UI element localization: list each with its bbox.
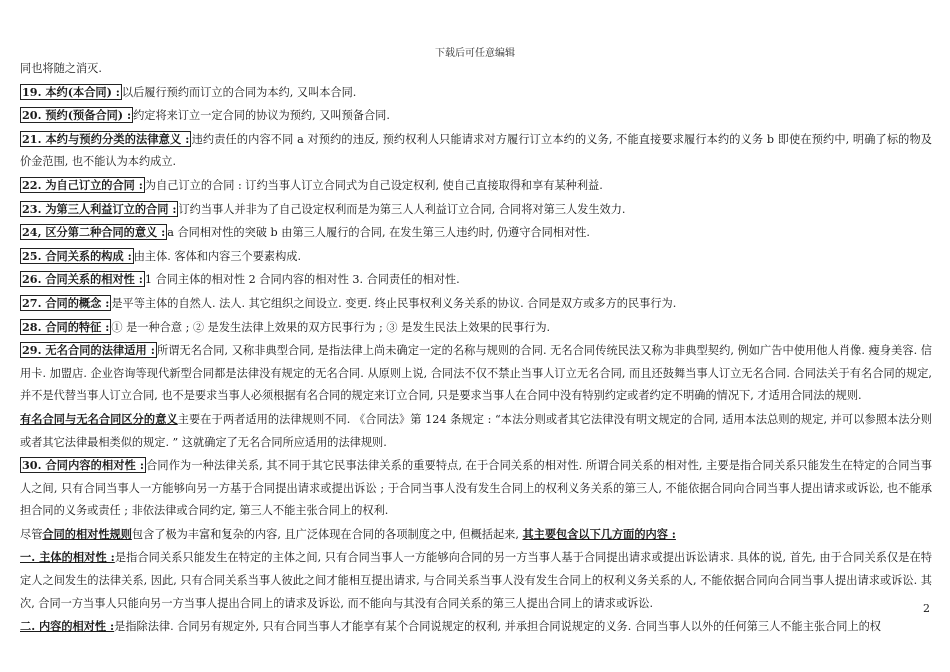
paragraph-text: 以后履行预约而订立的合同为本约, 又叫本合同. [121,85,357,99]
paragraph-text: 由主体. 客体和内容三个要素构成. [133,249,301,263]
document-body [20,58,932,639]
paragraph-text: 1 合同主体的相对性 2 合同内容的相对性 3. 合同责任的相对性. [144,273,460,287]
paragraph-19 [20,81,932,105]
paragraph-text: a 合同相对性的突破 b 由第三人履行的合同, 在发生第三人违约时, 仍遵守合同相对性. [167,226,590,240]
term-heading: 25. 合同关系的构成 : [22,248,132,263]
term-heading: 21. 本约与预约分类的法律意义 : [22,131,190,146]
paragraph-26 [20,268,932,292]
paragraph-text: 是平等主体的自然人. 法人. 其它组织之间设立. 变更. 终止民事权利义务关系的协议. 合同是双方或多方的民事行为. [111,296,677,310]
term-heading: 28. 合同的特征 : [22,319,110,334]
paragraph-text: 合同作为一种法律关系, 其不同于其它民事法律关系的重要特点, 在于合同关系的相对性. 所谓合同关系的相对性, 主要是指合同关系只能发生在特定的合同当事人之间, 只有合同当事人一方能够向另一方基于合同提出请求或提出诉讼 ; 于合同当事人没有发生合同上的权利义务关系的第三人, 不能依据合同向合同当事人提出请求或诉讼, 也不能承担合同的义务或责任 ; 非依法律或合同约定, 第三人不能主张合同上的权利. [20,459,932,518]
paragraph-named-contracts [20,408,932,454]
paragraph-20 [20,104,932,128]
underlined-heading: 一. 主体的相对性 : [20,550,115,565]
paragraph-23 [20,198,932,222]
paragraph-24 [20,221,932,245]
paragraph-22 [20,174,932,198]
paragraph-25 [20,245,932,269]
term-heading: 22. 为自己订立的合同 : [22,177,143,192]
paragraph-text: 是指合同关系只能发生在特定的主体之间, 只有合同当事人一方能够向合同的另一方当事人基于合同提出请求或提出诉讼请求. 具体的说, 首先, 由于合同关系仅是在特定人之间发生的法律关系, 因此, 只有合同关系当事人彼此之间才能相互提出请求, 与合同关系当事人没有发生合同上的权利义务关系的人, 不能依据合同向合同当事人提出请求或诉讼. 其次, 合同一方当事人只能向另一方当事人提出合同上的请求及诉讼, 而不能向与其没有合同关系的第三人提出合同上的请求或诉讼. [20,551,932,610]
paragraph-lead: 尽管 [20,527,43,541]
term-heading: 27. 合同的概念 : [22,295,110,310]
page-header: 下载后可任意编辑 [435,48,515,59]
paragraph-28 [20,316,932,340]
paragraph-text: 包含了极为丰富和复杂的内容, 且广泛体现在合同的各项制度之中, 但概括起来, [131,527,523,541]
paragraph-text: ① 是一种合意 ; ② 是发生法律上效果的双方民事行为 ; ③ 是发生民法上效果的民事行为. [111,320,551,334]
term-heading: 30. 合同内容的相对性 : [22,458,145,473]
paragraph-text: 约定将来订立一定合同的协议为预约, 又叫预备合同. [133,109,390,123]
paragraph-text: 是指除法律. 合同另有规定外, 只有合同当事人才能享有某个合同说规定的权利, 并承担合同说规定的义务. 合同当事人以外的任何第三人不能主张合同上的权 [114,620,881,634]
paragraph-text: 主要在于两者适用的法律规则不同. 《合同法》第 124 条规定 : “本法分则或者其它法律没有明文规定的合同, 适用本法总则的规定, 并可以参照本法分则或者其它法律最相类似的规定. ” 这就确定了无名合同所应适用的法律规则. [20,412,932,449]
term-heading: 23. 为第三人利益订立的合同 : [22,201,177,216]
underlined-heading: 二. 内容的相对性 : [20,619,115,634]
term-heading: 26. 合同关系的相对性 : [22,272,143,287]
paragraph-continuation [20,58,932,81]
paragraph-text: 订约当事人并非为了自己设定权利而是为第三人人利益订立合同, 合同将对第三人发生效力. [178,202,626,216]
paragraph-subject-relativity [20,546,932,615]
term-heading: 24, 区分第二种合同的意义 : [22,225,166,240]
paragraph-text: 同也将随之消灭. [20,62,102,75]
paragraph-30 [20,454,932,523]
paragraph-content-relativity [20,615,932,639]
paragraph-summary [20,523,932,547]
paragraph-27 [20,292,932,316]
paragraph-21 [20,128,932,174]
underlined-heading: 合同的相对性规则 [42,526,132,541]
term-heading: 19. 本约(本合同) : [22,84,120,99]
term-heading: 29. 无名合同的法律适用 : [22,343,155,358]
paragraph-29 [20,339,932,408]
paragraph-text: 为自己订立的合同 : 订约当事人订立合同式为自己设定权利, 使自己直接取得和享有某种利益. [144,178,603,192]
term-heading: 20. 预约(预备合同) : [22,108,132,123]
underlined-heading: 有名合同与无名合同区分的意义 [20,411,178,426]
paragraph-text: 违约责任的内容不同 a 对预约的违反, 预约权利人只能请求对方履行订立本约的义务, 不能直接要求履行本约的义务 b 即使在预约中, 明确了标的物及价金范围, 也不能认为本约成立. [20,132,932,169]
page-number: 2 [923,602,930,615]
underlined-heading-2: 其主要包含以下几方面的内容 : [522,526,676,541]
paragraph-text: 所谓无名合同, 又称非典型合同, 是指法律上尚未确定一定的名称与规则的合同. 无名合同传统民法又称为非典型契约, 例如广告中使用他人肖像. 瘦身美容. 信用卡. 加盟店. 企业咨询等现代新型合同都是法律没有规定的无名合同. 从原则上说, 合同法不仅不禁止当事人订立无名合同, 而且还鼓舞当事人订立无名合同. 合同法关于有名合同的规定, 并不是代替当事人订立合同, 也不是要求当事人必须根据有名合同的规定来订立合同, 只是要求当事人在合同中没有特别约定或者约定不明确的情况下, 才适用合同法的规则. [20,344,932,403]
